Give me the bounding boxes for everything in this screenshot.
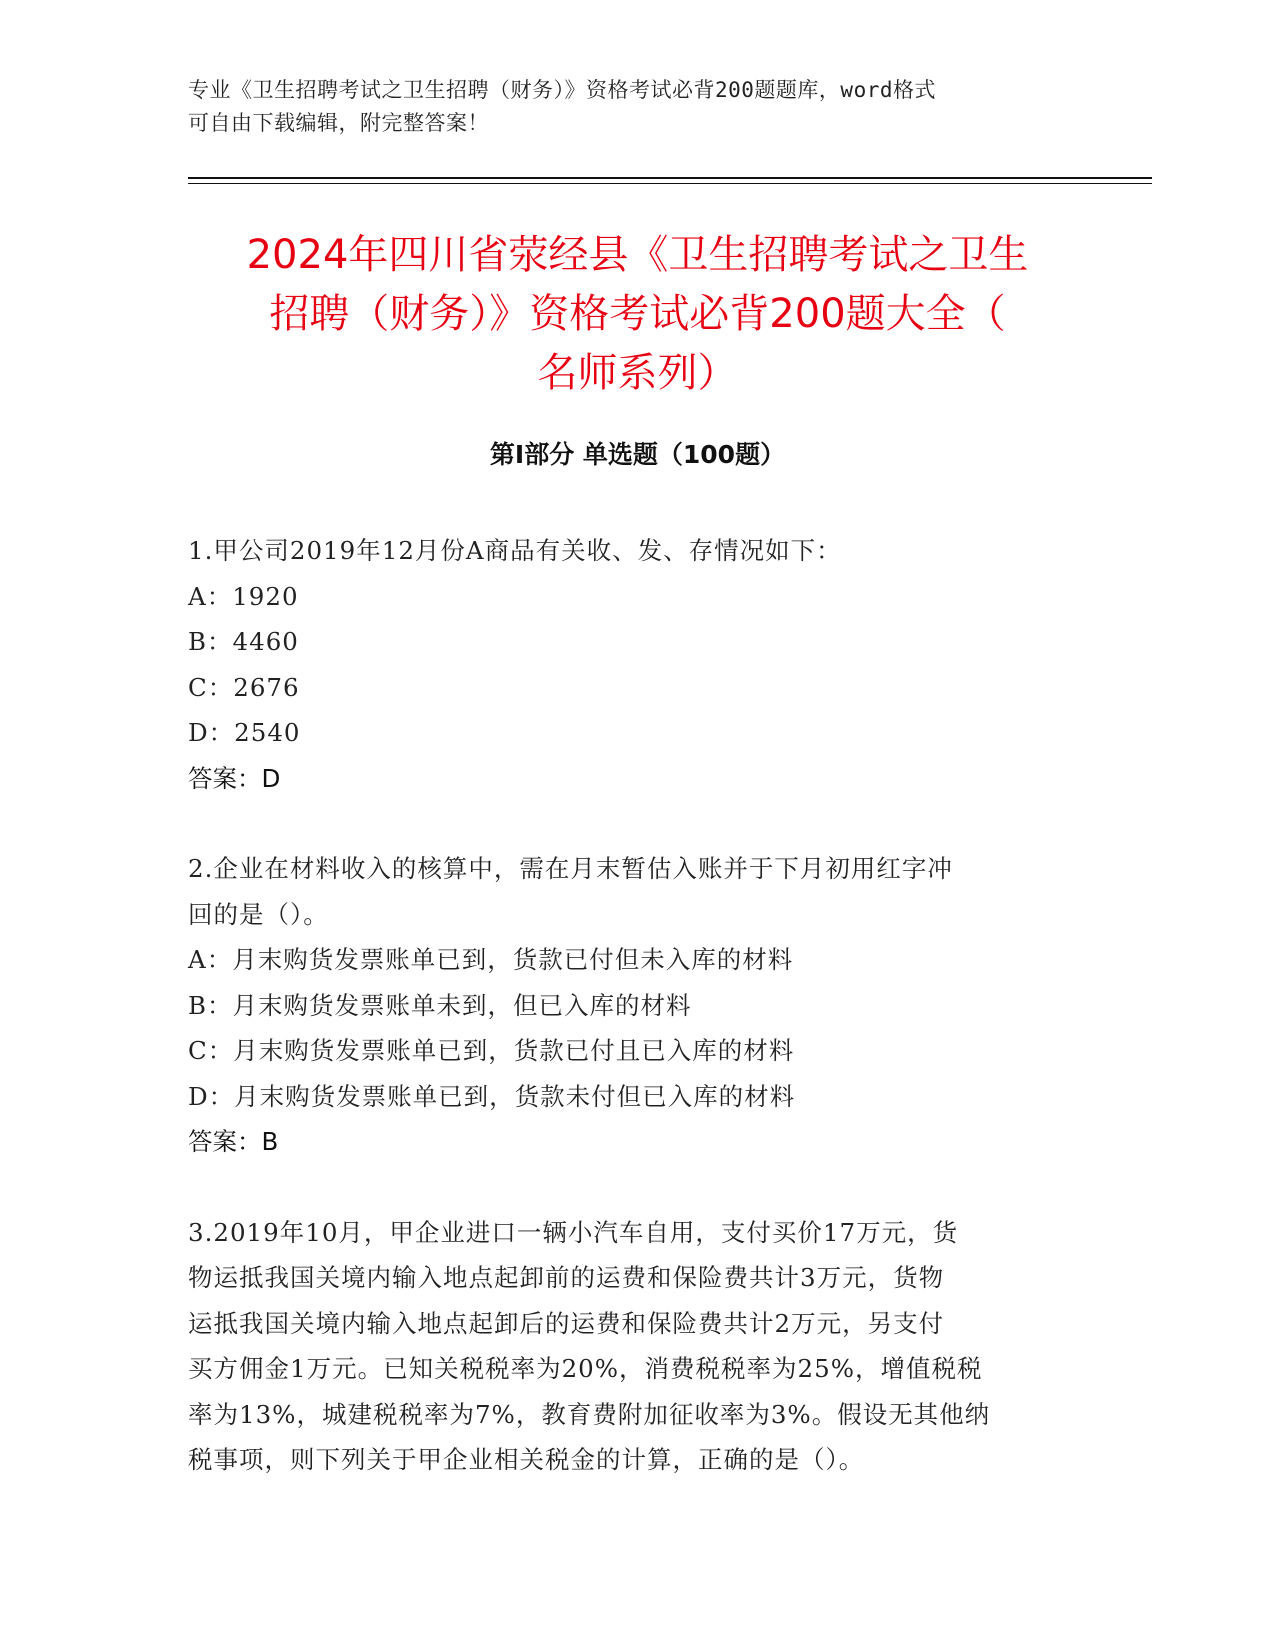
question-stem: 回的是（）。 (188, 899, 329, 929)
question-option (188, 937, 1068, 983)
page-title-line: 2024年四川省荥经县《卫生招聘考试之卫生 (246, 232, 1029, 278)
option-text: 4460 (232, 627, 299, 656)
question-option (188, 1074, 1068, 1120)
header-rule (188, 177, 1152, 179)
header-note-line: 专业《卫生招聘考试之卫生招聘（财务）》资格考试必背200题题库，word格式 (188, 78, 936, 102)
option-key: C： (188, 1036, 234, 1065)
header-note-line: 可自由下载编辑，附完整答案！ (188, 111, 489, 135)
option-key: C： (188, 672, 234, 702)
question-stem: 物运抵我国关境内输入地点起卸前的运费和保险费共计3万元，货物 (188, 1263, 945, 1292)
question-item (188, 1210, 1068, 1483)
option-text: 2676 (233, 672, 300, 702)
page-title-line: 名师系列） (537, 350, 738, 396)
option-key: A： (188, 945, 233, 974)
header-rule (188, 183, 1152, 184)
question-stem: 买方佣金1万元。已知关税税率为20%，消费税税率为25%，增值税税 (188, 1354, 983, 1383)
question-spacer (188, 801, 1068, 846)
question-answer: 答案：D (188, 763, 281, 793)
question-stem: 率为13%，城建税税率为7%，教育费附加征收率为3%。假设无其他纳 (188, 1399, 991, 1429)
option-text: 2540 (234, 718, 301, 747)
question-item (188, 846, 1068, 1165)
page-title (150, 226, 1125, 403)
option-text: 1920 (232, 581, 299, 611)
section-title: 第Ⅰ部分 单选题（100题） (489, 440, 786, 469)
question-stem: 3.2019年10月，甲企业进口一辆小汽车自用，支付买价17万元，货 (188, 1217, 959, 1247)
option-text: 月末购货发票账单已到，货款已付且已入库的材料 (233, 1036, 795, 1065)
question-option (188, 710, 1068, 756)
question-option (188, 983, 1068, 1029)
question-option (188, 1028, 1068, 1074)
question-spacer (188, 1165, 1068, 1210)
question-stem: 运抵我国关境内输入地点起卸后的运费和保险费共计2万元，另支付 (188, 1308, 945, 1338)
question-item (188, 528, 1068, 801)
option-text: 月末购货发票账单已到，货款已付但未入库的材料 (232, 945, 794, 974)
option-key: D： (188, 1081, 235, 1111)
page-title-line: 招聘（财务）》资格考试必背200题大全（ (269, 291, 1006, 337)
option-key: B： (188, 990, 233, 1020)
option-text: 月末购货发票账单已到，货款未付但已入库的材料 (234, 1081, 796, 1111)
question-list (188, 528, 1068, 1483)
question-option (188, 619, 1068, 665)
question-stem: 1.甲公司2019年12月份A商品有关收、发、存情况如下： (188, 536, 842, 565)
option-key: B： (188, 627, 233, 656)
option-key: A： (188, 581, 233, 611)
question-stem: 税事项，则下列关于甲企业相关税金的计算，正确的是（）。 (188, 1445, 865, 1474)
question-stem: 2.企业在材料收入的核算中，需在月末暂估入账并于下月初用红字冲 (188, 854, 953, 883)
question-option (188, 574, 1068, 620)
header-note (188, 74, 1068, 140)
option-key: D： (188, 718, 235, 747)
question-option (188, 665, 1068, 711)
question-answer: 答案：B (188, 1127, 279, 1156)
option-text: 月末购货发票账单未到，但已入库的材料 (232, 990, 692, 1020)
